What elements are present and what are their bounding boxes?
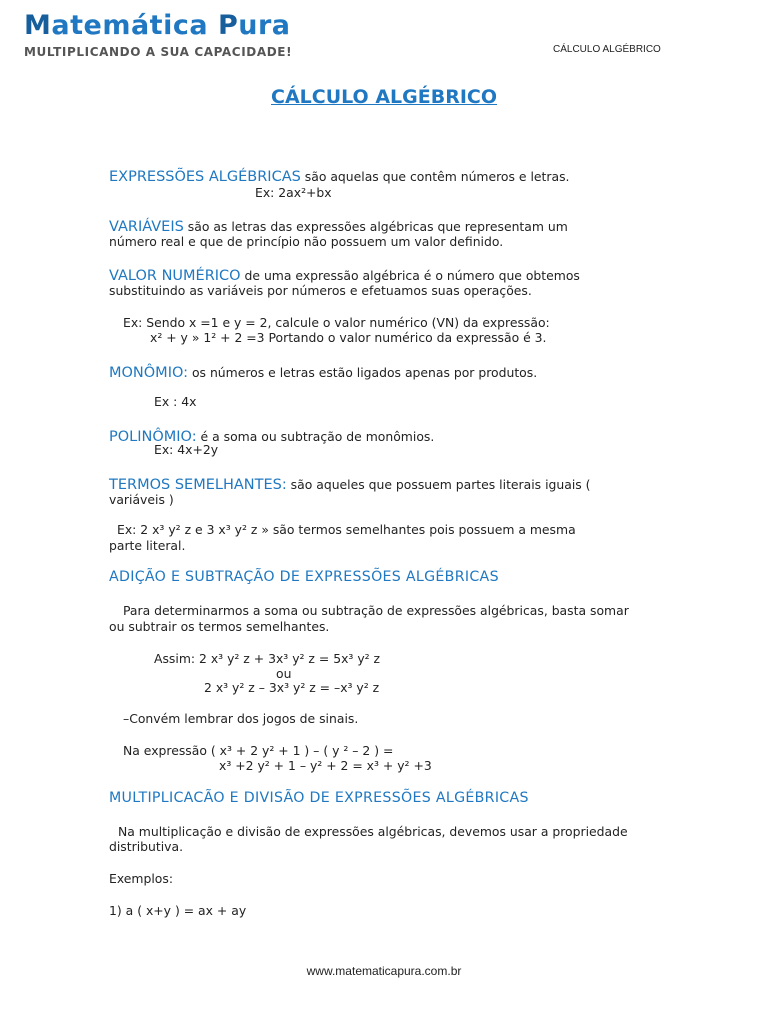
termos-term: TERMOS SEMELHANTES — [109, 477, 282, 493]
valor-numerico-ex1: Ex: Sendo x =1 e y = 2, calcule o valor numérico (VN) da expressão: — [123, 315, 550, 330]
adicao-p1: Para determinarmos a soma ou subtração de expressões algébricas, basta somar — [123, 603, 629, 618]
variaveis-text2: número real e que de princípio não possuem um valor definido. — [109, 234, 504, 249]
multiplicacao-ex1: 1) a ( x+y ) = ax + ay — [109, 903, 247, 918]
valor-numerico-term: VALOR NUMÉRICO — [109, 268, 241, 284]
polinomio-example: Ex: 4x+2y — [154, 442, 219, 457]
valor-numerico-text2: substituindo as variáveis por números e efetuamos suas operações. — [109, 283, 532, 298]
termos-text1: são aqueles que possuem partes literais iguais ( — [286, 477, 591, 492]
monomio-text: os números e letras estão ligados apenas por produtos. — [188, 365, 538, 380]
adicao-expr2: x³ +2 y² + 1 – y² + 2 = x³ + y² +3 — [219, 758, 432, 773]
expressoes-line — [109, 166, 569, 185]
page-title: CÁLCULO ALGÉBRICO — [271, 86, 497, 108]
monomio-term: MONÔMIO — [109, 365, 184, 381]
valor-numerico-text1: de uma expressão algébrica é o número que obtemos — [240, 268, 580, 283]
variaveis-line — [109, 216, 568, 235]
expressoes-example: Ex: 2ax²+bx — [255, 185, 332, 200]
logo — [24, 10, 291, 41]
polinomio-text: é a soma ou subtração de monômios. — [196, 429, 435, 444]
valor-numerico-ex2: x² + y » 1² + 2 =3 Portando o valor numérico da expressão é 3. — [150, 330, 547, 345]
adicao-section-title: ADIÇÃO E SUBTRAÇÃO DE EXPRESSÕES ALGÉBRICAS — [109, 569, 499, 585]
termos-colon: : — [281, 477, 287, 493]
adicao-assim1: Assim: 2 x³ y² z + 3x³ y² z = 5x³ y² z — [154, 651, 381, 666]
multiplicacao-p1: Na multiplicação e divisão de expressões algébricas, devemos usar a propriedade — [118, 824, 628, 839]
termos-ex1: Ex: 2 x³ y² z e 3 x³ y² z » são termos semelhantes pois possuem a mesma — [117, 522, 576, 537]
multiplicacao-exemplos: Exemplos: — [109, 871, 173, 886]
logo-tagline: MULTIPLICANDO A SUA CAPACIDADE! — [24, 45, 293, 59]
logo-m: M — [24, 10, 52, 41]
footer-url: www.matematicapura.com.br — [306, 964, 462, 978]
logo-rest: atemática — [51, 10, 218, 41]
termos-text2: variáveis ) — [109, 492, 174, 507]
termos-ex2: parte literal. — [109, 538, 186, 553]
monomio-example: Ex : 4x — [154, 394, 197, 409]
termos-line — [109, 474, 591, 493]
expressoes-text: são aquelas que contêm números e letras. — [300, 169, 570, 184]
valor-numerico-line — [109, 265, 580, 284]
logo-end: ura — [238, 10, 291, 41]
variaveis-term: VARIÁVEIS — [109, 219, 184, 235]
adicao-expr1: Na expressão ( x³ + 2 y² + 1 ) – ( y ² – 2 ) = — [123, 743, 394, 758]
expressoes-term: EXPRESSÕES ALGÉBRICAS — [109, 169, 301, 185]
polinomio-colon: : — [191, 429, 197, 445]
multiplicacao-p2: distributiva. — [109, 839, 184, 854]
monomio-colon: : — [183, 365, 189, 381]
adicao-sinais: –Convém lembrar dos jogos de sinais. — [123, 711, 359, 726]
variaveis-text1: são as letras das expressões algébricas que representam um — [183, 219, 568, 234]
monomio-line — [109, 362, 537, 381]
multiplicacao-section-title: MULTIPLICACÃO E DIVISÃO DE EXPRESSÕES ALGÉBRICAS — [109, 790, 529, 806]
logo-p: P — [217, 10, 239, 41]
adicao-ou: ou — [276, 666, 292, 681]
adicao-assim2: 2 x³ y² z – 3x³ y² z = –x³ y² z — [204, 680, 380, 695]
polinomio-term: POLINÔMIO — [109, 429, 192, 445]
header-page-label: CÁLCULO ALGÉBRICO — [553, 44, 661, 55]
adicao-p2: ou subtrair os termos semelhantes. — [109, 619, 330, 634]
